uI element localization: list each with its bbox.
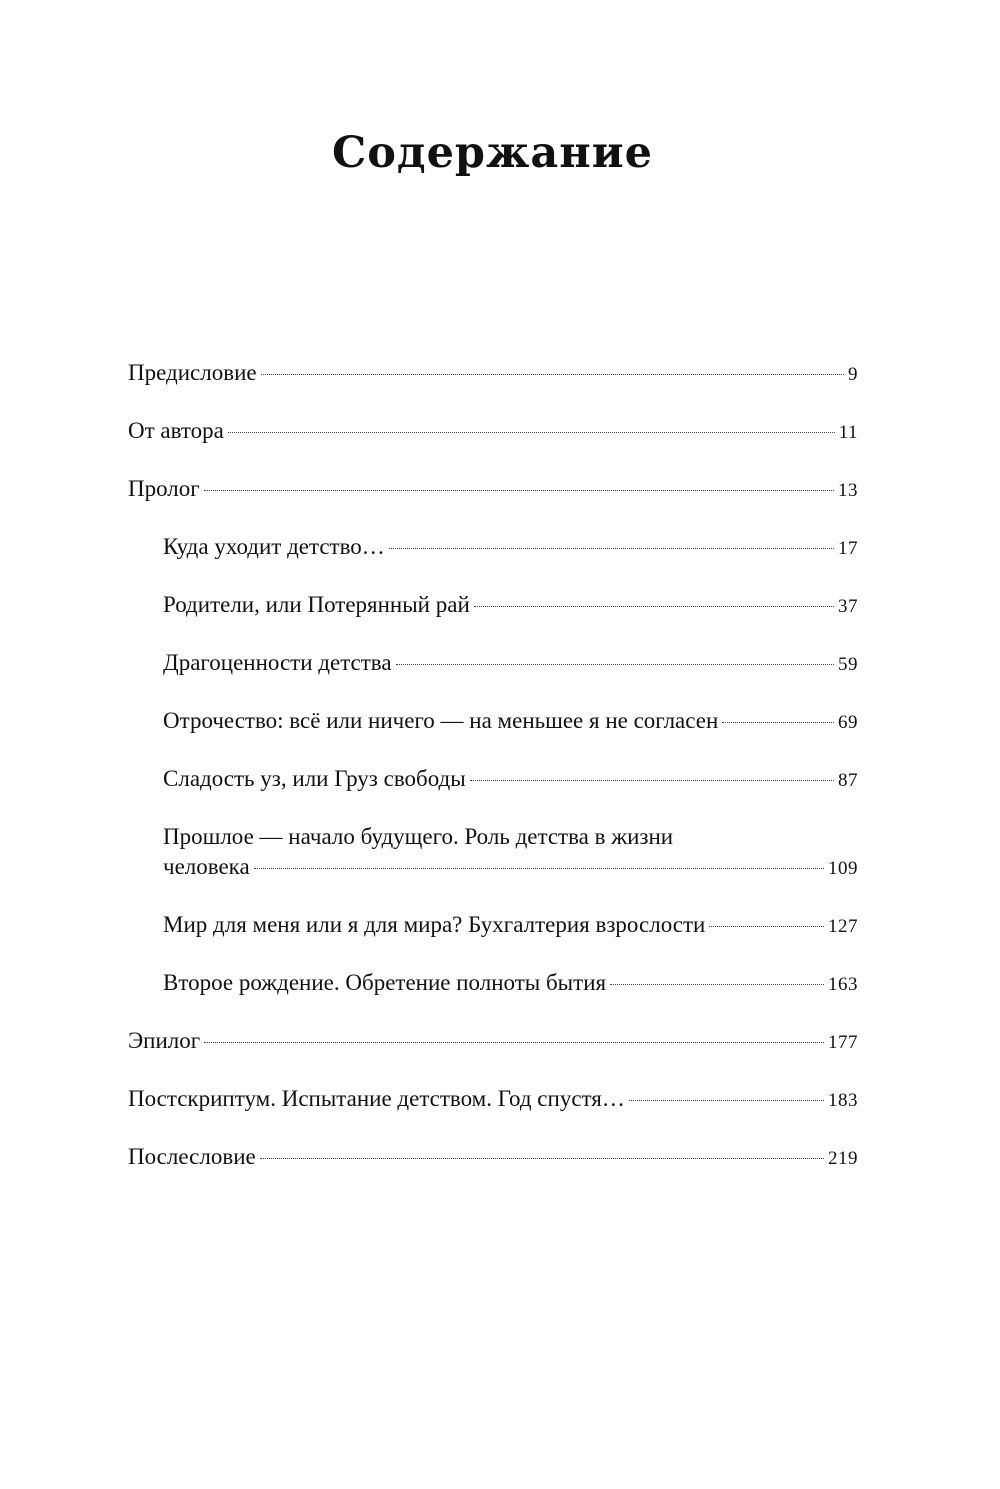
toc-page-number: 9 [848,364,858,385]
dot-leader [260,1158,824,1159]
toc-entry-afterword[interactable] [128,1142,858,1174]
dot-leader [629,1100,824,1101]
toc-entry-label: Второе рождение. Обретение полноты бытия [163,970,607,995]
dot-leader [204,490,834,491]
toc-page-number: 109 [828,858,858,879]
toc-page-number: 183 [828,1090,858,1111]
toc-entry-label: Послесловие [128,1144,256,1169]
toc-page-number: 13 [838,480,858,501]
toc-entry-epilogue[interactable] [128,1026,858,1058]
dot-leader [228,432,835,433]
dot-leader [474,606,834,607]
dot-leader [389,548,834,549]
dot-leader [204,1042,824,1043]
toc-entry-chapter-4[interactable] [128,706,858,738]
toc-entry-label-line-2: человека [163,854,250,879]
toc-entry-label: Сладость уз, или Груз свободы [163,766,466,791]
toc-entry-label: Драгоценности детства [163,650,392,675]
toc-entry-chapter-3[interactable] [128,648,858,680]
dot-leader [261,374,844,375]
toc-entry-label: От автора [128,418,224,443]
toc-entry-label: Родители, или Потерянный рай [163,592,470,617]
page-title: Содержание [332,128,653,178]
toc-entry-label: Мир для меня или я для мира? Бухгалтерия взрослости [163,912,706,937]
toc-page-number: 87 [838,770,858,791]
toc-page-number: 219 [828,1148,858,1169]
toc-entry-label: Предисловие [128,360,257,385]
dot-leader [610,984,824,985]
toc-page-number: 37 [838,596,858,617]
toc-entry-chapter-6[interactable] [128,822,858,884]
toc-page-number: 11 [838,422,858,443]
toc-page-number: 127 [828,916,858,937]
dot-leader [254,868,824,869]
table-of-contents [128,358,858,1200]
toc-entry-preface[interactable] [128,358,858,390]
toc-page-number: 17 [838,538,858,559]
toc-entry-prologue[interactable] [128,474,858,506]
toc-entry-label-line-1: Прошлое — начало будущего. Роль детства в жизни [163,824,674,849]
dot-leader [722,722,834,723]
toc-entry-second-line [163,852,858,884]
toc-entry-label: Эпилог [128,1028,201,1053]
toc-entry-chapter-5[interactable] [128,764,858,796]
toc-entry-label: Постскриптум. Испытание детством. Год спустя… [128,1086,625,1111]
toc-entry-label: Пролог [128,476,200,501]
dot-leader [396,664,834,665]
toc-page-number: 59 [838,654,858,675]
toc-entry-chapter-7[interactable] [128,910,858,942]
toc-entry-chapter-1[interactable] [128,532,858,564]
toc-entry-label: Куда уходит детство… [163,534,385,559]
toc-entry-chapter-8[interactable] [128,968,858,1000]
toc-entry-label: Отрочество: всё или ничего — на меньшее я не согласен [163,708,719,733]
toc-page-number: 163 [828,974,858,995]
toc-page-number: 177 [828,1032,858,1053]
dot-leader [709,926,824,927]
toc-entry-from-author[interactable] [128,416,858,448]
toc-entry-postscript[interactable] [128,1084,858,1116]
toc-entry-chapter-2[interactable] [128,590,858,622]
dot-leader [470,780,834,781]
toc-page-number: 69 [838,712,858,733]
